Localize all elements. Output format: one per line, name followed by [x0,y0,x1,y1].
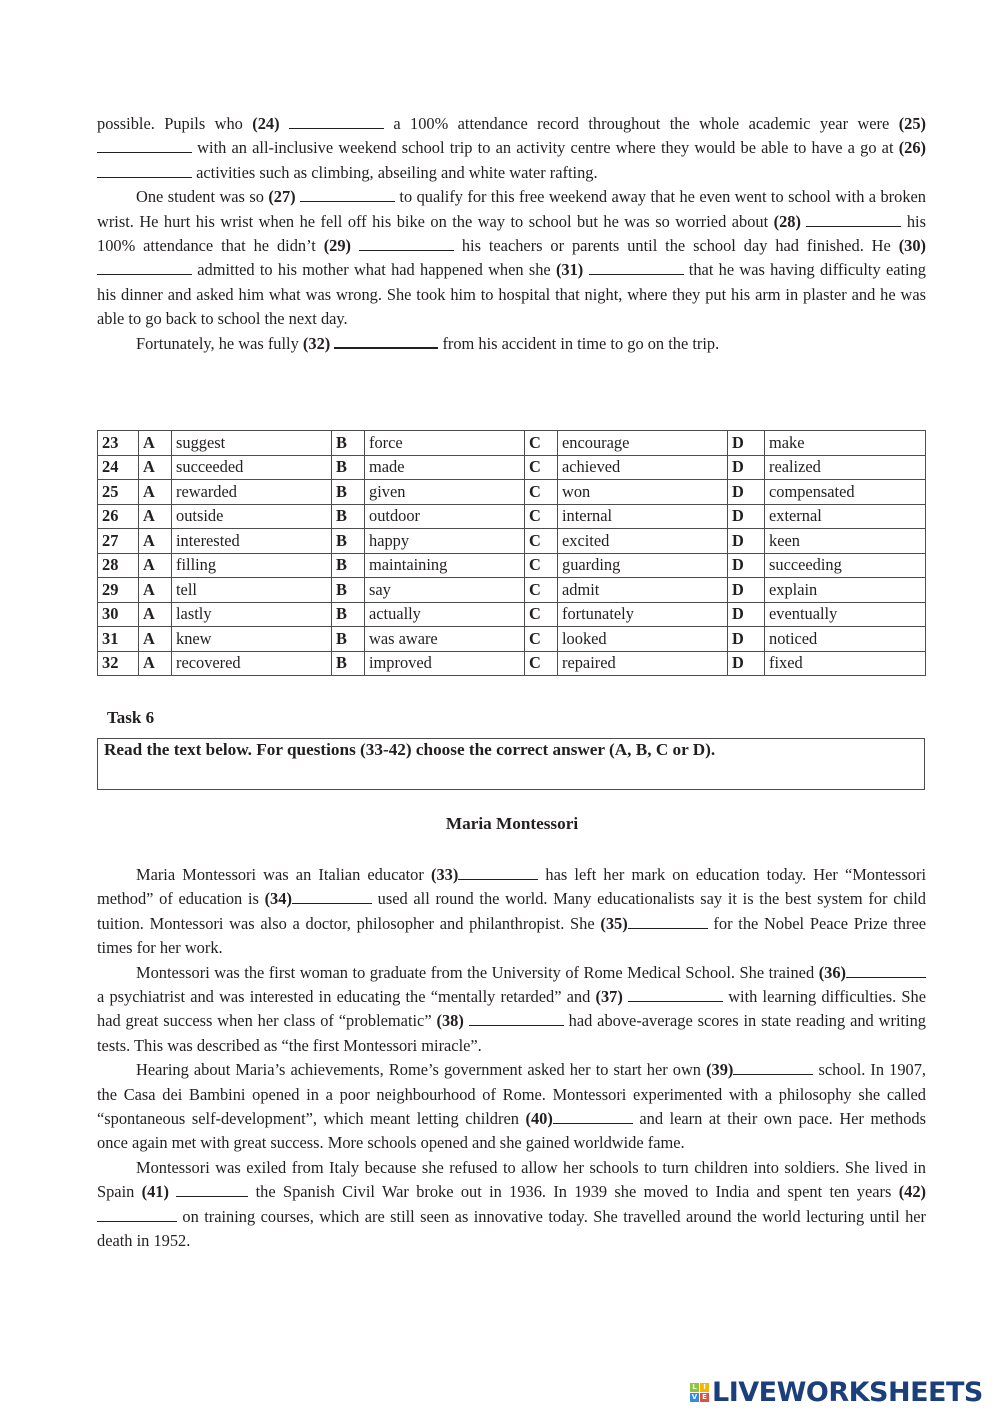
answer-blank[interactable] [97,163,192,178]
question-number: 28 [98,553,139,578]
paragraph [97,1058,926,1156]
text: a psychiatrist and was interested in educating the “mentally retarded” and [97,987,596,1007]
option-d[interactable]: external [765,504,926,529]
option-b[interactable]: made [365,455,525,480]
option-letter: B [332,602,365,627]
option-a[interactable]: succeeded [172,455,332,480]
table-row [98,627,926,652]
text: for the Nobel Peace Prize three times for her work. [97,913,926,958]
option-b[interactable]: maintaining [365,553,525,578]
option-letter: D [728,602,765,627]
text: Hearing about Maria’s achievements, Rome’s government asked her to start her own [136,1060,707,1080]
answer-blank[interactable] [553,1109,633,1124]
answer-blank[interactable] [458,865,538,880]
option-c[interactable]: internal [558,504,728,529]
option-letter: C [525,553,558,578]
question-number: (36) [818,962,846,982]
logo-text: LIVEWORKSHEETS [712,1377,983,1408]
logo-tile: I [700,1383,709,1392]
answer-blank[interactable] [733,1060,813,1075]
text: One student was so [136,187,269,207]
answer-blank[interactable] [176,1182,248,1197]
option-letter: D [728,529,765,554]
text: has left her mark on education today. Her “Montessori method” of education is [97,865,926,909]
option-letter: B [332,431,365,456]
option-d[interactable]: compensated [765,480,926,505]
table-row [98,529,926,554]
option-letter: B [332,455,365,480]
question-number: (30) [898,236,927,256]
answer-blank[interactable] [97,260,192,275]
option-letter: C [525,529,558,554]
option-letter: C [525,431,558,456]
option-letter: B [332,578,365,603]
question-number: 25 [98,480,139,505]
text: with an all-inclusive weekend school trip to an activity centre where they would be able to have a go at [192,138,899,158]
text: to qualify for this free weekend away that he even went to school with a broken wrist. He hurt his wrist when he fell off his bike on the way to school but he was so worried about [97,187,926,231]
passage-top [97,112,926,356]
question-number: (31) [555,260,584,280]
option-c[interactable]: looked [558,627,728,652]
answer-blank[interactable] [97,1207,177,1222]
table-row [98,480,926,505]
table-row [98,578,926,603]
paragraph [97,332,926,356]
option-a[interactable]: lastly [172,602,332,627]
option-letter: D [728,480,765,505]
question-number: (28) [773,211,801,231]
question-number: (38) [436,1011,464,1031]
option-letter: C [525,651,558,676]
question-number: (25) [898,114,926,133]
option-a[interactable]: knew [172,627,332,652]
options-table [97,430,926,676]
option-letter: A [139,627,172,652]
question-number: 31 [98,627,139,652]
answer-blank[interactable] [359,236,454,251]
answer-blank[interactable] [292,889,372,904]
question-number: (39) [706,1060,734,1080]
option-b[interactable]: improved [365,651,525,676]
option-a[interactable]: suggest [172,431,332,456]
task-label: Task 6 [107,708,155,727]
question-number: (37) [595,987,623,1007]
option-c[interactable]: excited [558,529,728,554]
option-letter: C [525,504,558,529]
question-number: 27 [98,529,139,554]
answer-blank[interactable] [628,914,708,929]
option-letter: D [728,578,765,603]
passage-montessori [97,863,926,1254]
option-a[interactable]: outside [172,504,332,529]
option-b[interactable]: outdoor [365,504,525,529]
option-letter: D [728,553,765,578]
text: school. In 1907, the Casa dei Bambini opened in a poor neighbourhood of Rome. Montessori experimented with a philosophy she called “spontaneous self-development”, which meant letting children [97,1060,927,1129]
paragraph [97,112,926,185]
option-letter: C [525,455,558,480]
table-row [98,431,926,456]
paragraph [97,863,926,961]
question-number: (41) [141,1182,169,1202]
text: from his accident in time to go on the trip. [438,333,720,353]
option-c[interactable]: fortunately [558,602,728,627]
text: on training courses, which are still seen as innovative today. She travelled around the world lecturing until her death in 1952. [97,1206,926,1251]
option-letter: C [525,578,558,603]
option-letter: D [728,651,765,676]
logo-tile: V [691,1393,698,1401]
text: possible. Pupils who [97,114,253,133]
option-c[interactable]: encourage [558,431,728,456]
question-number: (34) [264,889,292,909]
question-number: (35) [600,913,628,933]
answer-blank[interactable] [289,114,384,129]
option-letter: D [728,431,765,456]
paragraph [97,1156,926,1254]
table-row [98,504,926,529]
option-d[interactable]: make [765,431,926,456]
question-number: (40) [525,1109,553,1129]
logo-tiles-icon [690,1383,709,1402]
option-c[interactable]: admit [558,578,728,603]
option-letter: D [728,504,765,529]
option-letter: A [139,578,172,603]
question-number: 23 [98,431,139,456]
option-letter: B [332,553,365,578]
option-letter: C [525,602,558,627]
option-letter: D [728,627,765,652]
text: had above-average scores in state reading and writing tests. This was described as “the first Montessori miracle”. [97,1011,926,1055]
paragraph [97,961,926,1059]
text: activities such as climbing, abseiling and white water rafting. [192,162,598,182]
option-d[interactable]: fixed [765,651,926,676]
text: and learn at their own pace. Her methods once again met with great success. More schools opened and she gained worldwide fame. [97,1109,926,1153]
question-number: (33) [430,865,459,884]
option-letter: B [332,529,365,554]
option-a[interactable]: tell [172,578,332,603]
text: Maria Montessori was an Italian educator [136,865,431,884]
text: his 100% attendance that he didn’t [97,211,926,256]
answer-blank[interactable] [589,260,684,275]
option-b[interactable]: given [365,480,525,505]
option-letter: A [139,480,172,505]
logo-tile: L [690,1383,699,1392]
text: Montessori was exiled from Italy because she refused to allow her schools to turn children into soldiers. She lived in Spain [97,1157,926,1202]
option-d[interactable]: explain [765,578,926,603]
text: that he was having difficulty eating his dinner and asked him what was wrong. She took him to hospital that night, where they put his arm in plaster and he was able to go back to school the next day. [97,260,926,329]
question-number: 32 [98,651,139,676]
answer-blank[interactable] [469,1011,564,1026]
answer-blank[interactable] [846,963,926,978]
text: with learning difficulties. She had great success when her class of “problematic” [97,987,926,1031]
question-number: (24) [252,114,280,133]
option-letter: D [728,455,765,480]
answer-blank[interactable] [806,212,901,227]
option-c[interactable]: guarding [558,553,728,578]
option-letter: B [332,651,365,676]
question-number: 29 [98,578,139,603]
answer-blank[interactable] [97,138,192,153]
liveworksheets-logo [690,1377,983,1408]
logo-tile: E [700,1393,709,1402]
text: Fortunately, he was fully [136,333,303,353]
option-letter: B [332,627,365,652]
option-b[interactable]: say [365,578,525,603]
option-c[interactable]: achieved [558,455,728,480]
table-row [98,651,926,676]
option-letter: A [139,529,172,554]
option-d[interactable]: keen [765,529,926,554]
option-b[interactable]: happy [365,529,525,554]
question-number: 30 [98,602,139,627]
option-letter: A [139,504,172,529]
text: the Spanish Civil War broke out in 1936. In 1939 she moved to India and spent ten years [248,1182,899,1202]
text: used all round the world. Many educationalists say it is the best system for child tuition. Montessori was also a doctor, philosopher and philanthropist. She [97,889,926,933]
instruction-text: Read the text below. For questions (33-42) choose the correct answer (A, B, C or D). [104,740,716,759]
table-row [98,455,926,480]
option-a[interactable]: interested [172,529,332,554]
question-number: (27) [268,187,296,207]
option-letter: A [139,455,172,480]
option-letter: A [139,431,172,456]
option-letter: B [332,504,365,529]
option-letter: B [332,480,365,505]
option-letter: C [525,480,558,505]
option-letter: C [525,627,558,652]
text: his teachers or parents until the school day had finished. He [453,236,899,256]
option-d[interactable]: realized [765,455,926,480]
option-d[interactable]: succeeding [765,553,926,578]
instruction-box [97,738,925,790]
question-number: (32) [302,333,331,353]
text: admitted to his mother what had happened when she [192,260,556,280]
option-d[interactable]: eventually [765,602,926,627]
option-c[interactable]: won [558,480,728,505]
option-b[interactable]: was aware [365,627,525,652]
option-d[interactable]: noticed [765,627,926,652]
text: Montessori was the first woman to graduate from the University of Rome Medical School. She trained [136,962,819,982]
option-a[interactable]: filling [172,553,332,578]
option-a[interactable]: recovered [172,651,332,676]
option-letter: A [139,553,172,578]
option-c[interactable]: repaired [558,651,728,676]
question-number: 26 [98,504,139,529]
option-b[interactable]: force [365,431,525,456]
option-a[interactable]: rewarded [172,480,332,505]
question-number: (29) [323,236,352,256]
answer-blank[interactable] [300,187,395,202]
answer-blank[interactable] [334,333,438,349]
passage-title: Maria Montessori [445,814,579,833]
question-number: 24 [98,455,139,480]
table-row [98,602,926,627]
question-number: (26) [898,138,926,158]
option-letter: A [139,651,172,676]
text: a 100% attendance record throughout the whole academic year were [383,114,899,133]
table-row [98,553,926,578]
paragraph [97,185,926,331]
option-b[interactable]: actually [365,602,525,627]
answer-blank[interactable] [628,987,723,1002]
question-number: (42) [898,1182,926,1202]
option-letter: A [139,602,172,627]
